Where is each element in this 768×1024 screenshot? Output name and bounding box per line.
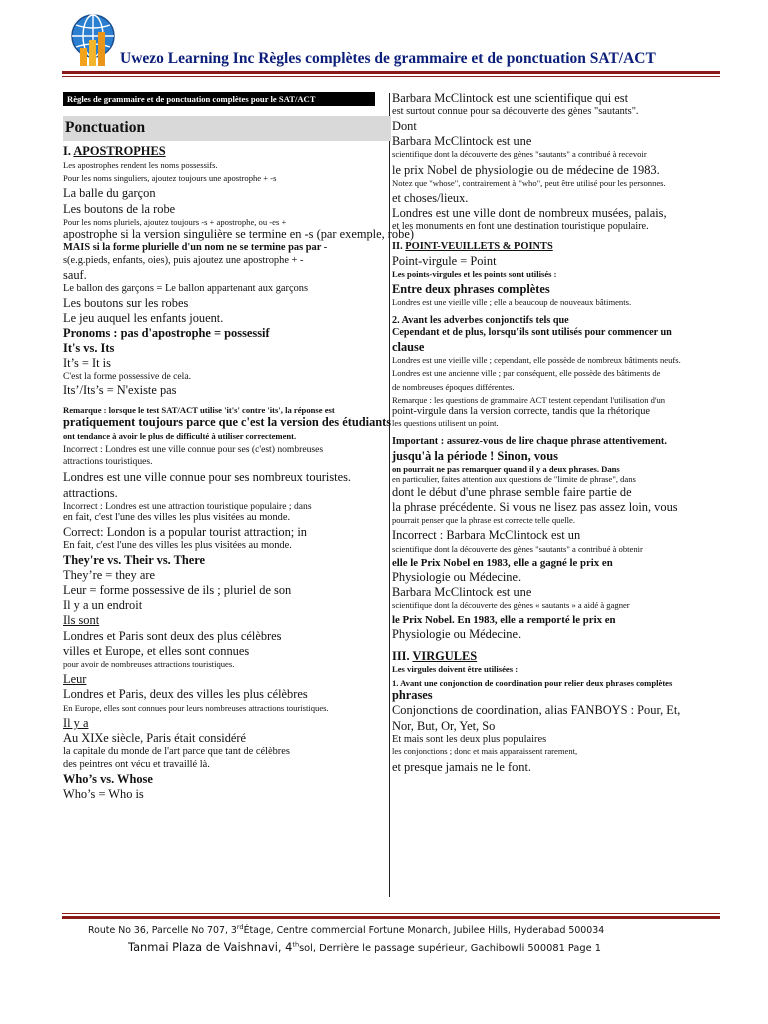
text-line: dont le début d'une phrase semble faire partie de	[392, 484, 632, 499]
text-line-bold: le Prix Nobel. En 1983, elle a remporté le prix en	[392, 613, 616, 626]
example-line: Les boutons de la robe	[63, 201, 176, 216]
text-line: Pour les noms pluriels, ajoutez toujours -s + apostrophe, ou -es +	[63, 216, 287, 227]
text-line-bold: elle le Prix Nobel en 1983, elle a gagné le prix en	[392, 556, 613, 569]
text-line: Its’/Its’s = N'existe pas	[63, 382, 177, 397]
text-line: Leur = forme possessive de ils ; pluriel de son	[63, 583, 292, 598]
header-rule-thin	[62, 76, 720, 77]
text-line: Notez que "whose", contrairement à "who", peut être utilisé pour les personnes.	[392, 177, 666, 188]
text-line: Londres est une ville dont de nombreux musées, palais,	[392, 206, 667, 221]
footer-rule	[62, 916, 720, 919]
text-line: Londres est une ancienne ville ; par conséquent, elle possède des bâtiments de	[392, 368, 661, 379]
text-line: pourrait penser que la phrase est correcte telle quelle.	[392, 514, 576, 525]
note-line: ont tendance à avoir le plus de difficulté à utiliser correctement.	[63, 430, 297, 441]
rule-heading: 2. Avant les adverbes conjonctifs tels que	[392, 314, 569, 326]
text-line: C'est la forme possessive de cela.	[63, 371, 192, 383]
text-line: Physiologie ou Médecine.	[392, 570, 522, 585]
rule-heading: Pronoms : pas d'apostrophe = possessif	[63, 325, 270, 340]
text-line: attractions.	[63, 485, 118, 500]
text-line: scientifique dont la découverte des gènes "sautants" a contribué à obtenir	[392, 543, 643, 554]
text-line: Nor, But, Or, Yet, So	[392, 718, 496, 733]
footer-address-line1: Route No 36, Parcelle No 707, 3rdÉtage, Centre commercial Fortune Monarch, Jubilee Hills, Hyderabad 500034	[88, 923, 605, 937]
text-line: et les monuments en font une destination touristique populaire.	[392, 221, 649, 233]
subheading-theyre: They're vs. Their vs. There	[63, 552, 206, 567]
note-line: Remarque : lorsque le test SAT/ACT utilise 'it's' contre 'its', la réponse est	[63, 404, 335, 415]
text-line: Remarque : les questions de grammaire ACT testent cependant l'utilisation d'un	[392, 395, 666, 406]
note-line: pratiquement toujours parce que c'est la version des étudiants	[63, 415, 392, 430]
text-line: sauf.	[63, 267, 87, 282]
example-line: Le jeu auquel les enfants jouent.	[63, 310, 224, 325]
text-line: Correct: London is a popular tourist attraction; in	[63, 525, 307, 540]
text-line: Incorrect : Londres est une attraction touristique populaire ; dans	[63, 500, 312, 512]
rule-heading: Entre deux phrases complètes	[392, 282, 550, 297]
text-line: en particulier, faites attention aux questions de "limite de phrase", dans	[392, 474, 636, 485]
intro-banner: Règles de grammaire et de ponctuation complètes pour le SAT/ACT	[63, 92, 375, 106]
text-line: En Europe, elles sont connues pour leurs nombreuses attractions touristiques.	[63, 702, 329, 713]
text-line: Londres est une vieille ville ; cependant, elle possède de nombreux bâtiments neufs.	[392, 354, 681, 365]
example-label: Leur	[63, 672, 87, 687]
text-line: Barbara McClintock est une	[392, 585, 532, 600]
company-logo	[66, 12, 120, 68]
text-line: et choses/lieux.	[392, 191, 469, 206]
right-column	[392, 91, 728, 775]
section-band-ponctuation: Ponctuation	[63, 116, 391, 141]
text-line: s(e.g.pieds, enfants, oies), puis ajoutez une apostrophe + -	[63, 255, 304, 267]
text-line: Londres et Paris, deux des villes les plus célèbres	[63, 687, 308, 702]
text-line: et presque jamais ne le font.	[392, 759, 532, 774]
text-line: Physiologie ou Médecine.	[392, 627, 522, 642]
text-line: en fait, c'est l'une des villes les plus visitées au monde.	[63, 512, 291, 524]
footer-rule-thin	[62, 913, 720, 914]
text-line: Conjonctions de coordination, alias FANBOYS : Pour, Et,	[392, 703, 681, 718]
text-line-bold: Les virgules doivent être utilisées :	[392, 664, 519, 675]
text-line: est surtout connue pour sa découverte des gènes "sautants".	[392, 106, 639, 118]
section-heading-virgules: III. VIRGULES	[392, 649, 478, 664]
example-line: La balle du garçon	[63, 186, 156, 201]
important-note: jusqu'à la période ! Sinon, vous	[392, 448, 558, 463]
text-line: la capitale du monde de l'art parce que tant de célèbres	[63, 746, 290, 758]
text-line: point-virgule dans la version correcte, tandis que la rhétorique	[392, 405, 651, 417]
rule-heading: 1. Avant une conjonction de coordination pour relier deux phrases complètes	[392, 677, 673, 688]
text-line: Londres et Paris sont deux des plus célèbres	[63, 628, 282, 643]
important-note: Important : assurez-vous de lire chaque phrase attentivement.	[392, 435, 667, 447]
section-heading-point-virgules: II. POINT-VEUILLETS & POINTS	[392, 240, 553, 252]
text-line: attractions touristiques.	[63, 455, 153, 467]
text-line: Il y a un endroit	[63, 598, 143, 613]
text-line: Et mais sont les deux plus populaires	[392, 733, 547, 745]
example-line: Les boutons sur les robes	[63, 295, 189, 310]
text-line: apostrophe si la version singulière se termine en -s (par exemple, robe)	[63, 227, 414, 242]
text-line: Incorrect : Barbara McClintock est un	[392, 528, 581, 543]
text-line: Les apostrophes rendent les noms possessifs.	[63, 159, 218, 170]
text-line: Point-virgule = Point	[392, 253, 497, 268]
text-line-bold: Les points-virgules et les points sont utilisés :	[392, 268, 557, 279]
text-line: Londres est une vieille ville ; elle a beaucoup de nouveaux bâtiments.	[392, 297, 632, 308]
text-line: Londres est une ville connue pour ses nombreux touristes.	[63, 470, 352, 485]
text-line: scientifique dont la découverte des gènes « sautants » a aidé à gagner	[392, 600, 630, 611]
rule-heading: clause	[392, 339, 425, 354]
rule-heading: Cependant et de plus, lorsqu'ils sont utilisés pour commencer un	[392, 327, 672, 339]
footer-address-line2: Tanmai Plaza de Vaishnavi, 4thsol, Derrière le passage supérieur, Gachibowli 500081 Page 1	[128, 940, 602, 954]
text-line: la phrase précédente. Si vous ne lisez pas assez loin, vous	[392, 499, 678, 514]
text-line: Barbara McClintock est une	[392, 133, 532, 148]
text-line: It’s = It is	[63, 356, 111, 371]
text-line: de nombreuses époques différentes.	[392, 381, 515, 392]
subheading-its: It's vs. Its	[63, 340, 115, 355]
text-line: le prix Nobel de physiologie ou de médecine de 1983.	[392, 162, 660, 177]
example-label: Dont	[392, 118, 417, 133]
text-line: les questions utilisent un point.	[392, 418, 499, 429]
text-line: Incorrect : Londres est une ville connue pour ses (c'est) nombreuses	[63, 444, 324, 456]
rule-heading: phrases	[392, 688, 433, 703]
example-label: Ils sont	[63, 613, 100, 628]
text-line: Le ballon des garçons = Le ballon appartenant aux garçons	[63, 282, 309, 294]
text-line: Who’s = Who is	[63, 786, 144, 801]
text-line: les conjonctions ; donc et mais apparaissent rarement,	[392, 746, 578, 757]
text-line: villes et Europe, et elles sont connues	[63, 643, 250, 658]
text-line: Pour les noms singuliers, ajoutez toujours une apostrophe + -s	[63, 173, 277, 183]
document-title: Uwezo Learning Inc Règles complètes de grammaire et de ponctuation SAT/ACT	[120, 50, 656, 67]
text-line: scientifique dont la découverte des gènes "sautants" a contribué à recevoir	[392, 149, 647, 160]
text-line: pour avoir de nombreuses attractions touristiques.	[63, 658, 235, 669]
text-line: des peintres ont vécu et travaillé là.	[63, 758, 210, 770]
example-label: Il y a	[63, 716, 89, 731]
text-line: They’re = they are	[63, 568, 155, 583]
text-line-bold: MAIS si la forme plurielle d'un nom ne se termine pas par -	[63, 242, 328, 254]
text-line: Au XIXe siècle, Paris était considéré	[63, 731, 247, 746]
text-line: En fait, c'est l'une des villes les plus visitées au monde.	[63, 540, 292, 552]
subheading-whos: Who’s vs. Whose	[63, 771, 153, 786]
important-note: on pourrait ne pas remarquer quand il y a deux phrases. Dans	[392, 463, 620, 474]
header-rule	[62, 71, 720, 74]
text-line: Barbara McClintock est une scientifique qui est	[392, 91, 629, 105]
section-heading-apostrophes: I. APOSTROPHES	[63, 144, 166, 159]
